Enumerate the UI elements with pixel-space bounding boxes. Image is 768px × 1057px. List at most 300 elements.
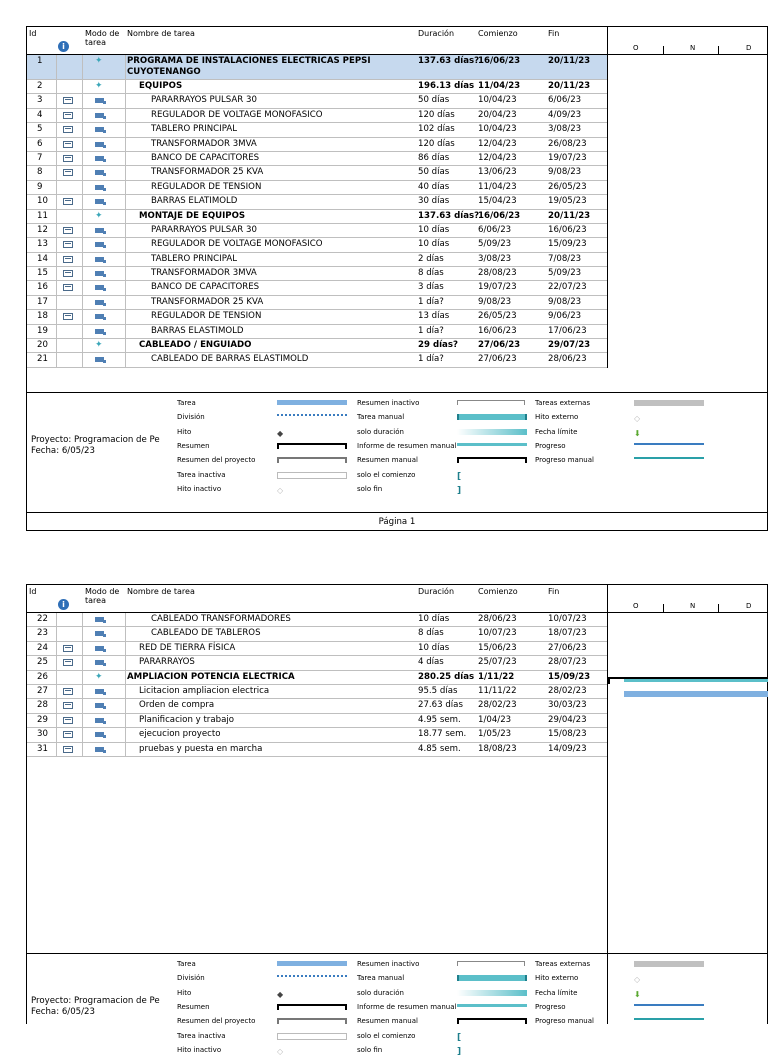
indicator-cell: [58, 627, 83, 640]
manual-task-icon: [95, 285, 104, 290]
task-duration: 8 días: [418, 628, 444, 639]
manual-task-icon: [95, 257, 104, 262]
task-duration: 1 día?: [418, 354, 444, 365]
task-finish: 14/09/23: [548, 743, 587, 754]
mode-cell: [83, 642, 126, 655]
legend-label: solo el comienzo: [357, 470, 416, 479]
manual-task-icon: [95, 689, 104, 694]
table-row[interactable]: [27, 714, 607, 728]
task-start: 26/05/23: [478, 311, 517, 322]
month-divider: [718, 46, 719, 54]
indicator-cell: [58, 613, 83, 626]
task-start: 11/11/22: [478, 685, 517, 696]
legend-label: solo fin: [357, 484, 383, 493]
task-finish: 7/08/23: [548, 253, 582, 264]
task-finish: 19/05/23: [548, 196, 587, 207]
task-finish: 26/08/23: [548, 138, 587, 149]
task-name: PARARRAYOS: [139, 657, 195, 668]
legend-label: solo fin: [357, 1045, 383, 1054]
task-finish: 28/06/23: [548, 354, 587, 365]
task-name: CABLEADO TRANSFORMADORES: [151, 614, 291, 624]
manual-task-icon: [95, 156, 104, 161]
task-name: BANCO DE CAPACITORES: [151, 152, 260, 163]
print-page-1: [26, 26, 768, 531]
legend-symbol: ◇: [634, 975, 641, 985]
row-id: 24: [27, 642, 57, 655]
print-page-2: [26, 584, 768, 1057]
task-name: CABLEADO DE TABLEROS: [151, 628, 261, 639]
task-name: MONTAJE DE EQUIPOS: [139, 210, 246, 221]
manual-task-icon: [95, 357, 104, 362]
mode-cell: [83, 699, 126, 712]
project-name: Proyecto: Programacion de Pe: [31, 996, 160, 1006]
task-duration: 120 días: [418, 109, 455, 120]
table-row[interactable]: [27, 743, 607, 757]
month-label: D: [746, 44, 752, 52]
task-start: 1/04/23: [478, 714, 512, 725]
task-finish: 22/07/23: [548, 282, 587, 293]
legend-symbol: [634, 1004, 704, 1006]
legend-symbol: [634, 443, 704, 445]
table-row[interactable]: [27, 296, 607, 310]
pin-icon: ✦: [95, 210, 103, 221]
task-name: RED DE TIERRA FÍSICA: [139, 642, 236, 653]
project-date: Fecha: 6/05/23: [31, 1007, 95, 1017]
manual-task-icon: [95, 142, 104, 147]
task-start: 12/04/23: [478, 138, 517, 149]
task-finish: 9/08/23: [548, 296, 582, 307]
task-start: 12/04/23: [478, 152, 517, 163]
task-start: 28/02/23: [478, 700, 517, 711]
mode-cell: [83, 353, 126, 366]
task-start: 20/04/23: [478, 109, 517, 120]
task-rows: [27, 55, 607, 368]
indicator-cell: [58, 253, 83, 266]
legend-label: Tareas externas: [535, 399, 591, 407]
calendar-icon: [63, 227, 73, 234]
task-start: 16/06/23: [478, 325, 517, 336]
header-duration: Duración: [418, 29, 455, 38]
task-duration: 86 días: [418, 152, 450, 163]
legend-label: Informe de resumen manual: [357, 1002, 457, 1011]
manual-task-icon: [95, 271, 104, 276]
task-finish: 3/08/23: [548, 124, 582, 135]
pin-icon: ✦: [95, 56, 103, 66]
legend-symbol: [457, 429, 527, 435]
indicator-cell: [58, 195, 83, 208]
task-name: Orden de compra: [139, 700, 215, 711]
table-row[interactable]: [27, 267, 607, 281]
legend-label: Hito externo: [535, 413, 579, 422]
table-row[interactable]: [27, 80, 607, 94]
calendar-icon: [63, 746, 73, 753]
task-name: REGULADOR DE VOLTAGE MONOFASICO: [151, 239, 323, 250]
manual-task-icon: [95, 718, 104, 723]
table-row[interactable]: [27, 685, 607, 699]
legend-label: Resumen inactivo: [357, 960, 420, 968]
task-name: PARARRAYOS PULSAR 30: [151, 95, 257, 106]
legend-symbol: [634, 457, 704, 459]
indicator-cell: [58, 671, 83, 684]
mode-cell: [83, 195, 126, 208]
page-footer: Página 1: [27, 512, 767, 531]
task-name: REGULADOR DE TENSION: [151, 311, 262, 322]
indicator-cell: [58, 642, 83, 655]
legend-label: Informe de resumen manual: [357, 441, 457, 450]
task-name: CABLEADO / ENGUIADO: [139, 340, 252, 351]
table-row[interactable]: [27, 123, 607, 137]
task-duration: 29 días?: [418, 340, 458, 351]
legend-symbol: [634, 400, 704, 406]
mode-cell: [83, 94, 126, 107]
task-start: 1/05/23: [478, 729, 512, 740]
header-finish: Fin: [548, 29, 560, 38]
table-row[interactable]: [27, 195, 607, 209]
task-start: 15/06/23: [478, 642, 517, 653]
task-duration: 3 días: [418, 282, 444, 293]
row-id: 10: [27, 195, 57, 208]
table-row[interactable]: [27, 656, 607, 670]
task-start: 3/08/23: [478, 253, 512, 264]
task-finish: 26/05/23: [548, 181, 587, 192]
legend-label: solo duración: [357, 427, 404, 436]
task-start: 11/04/23: [478, 81, 521, 91]
row-id: 28: [27, 699, 57, 712]
legend-label: Resumen: [177, 441, 210, 450]
legend-symbol: [277, 472, 347, 479]
pin-icon: ✦: [95, 340, 103, 351]
manual-task-icon: [95, 199, 104, 204]
month-divider: [663, 46, 664, 54]
row-id: 3: [27, 94, 57, 107]
task-name: REGULADOR DE VOLTAGE MONOFASICO: [151, 109, 323, 120]
task-name: BANCO DE CAPACITORES: [151, 282, 260, 293]
legend-symbol: [457, 443, 527, 446]
task-duration: 2 días: [418, 253, 444, 264]
task-start: 19/07/23: [478, 282, 517, 293]
task-start: 5/09/23: [478, 239, 512, 250]
header-name: Nombre de tarea: [127, 587, 195, 596]
legend-label: Resumen manual: [357, 1017, 418, 1026]
legend-symbol: [634, 1018, 704, 1020]
legend-symbol: ]: [457, 485, 462, 496]
task-duration: 95.5 días: [418, 685, 458, 696]
indicator-cell: [58, 656, 83, 669]
table-row[interactable]: [27, 281, 607, 295]
table-row[interactable]: [27, 210, 607, 224]
legend-label: Resumen inactivo: [357, 399, 420, 407]
legend-label: Fecha límite: [535, 427, 578, 436]
task-name: TRANSFORMADOR 3MVA: [151, 268, 257, 279]
row-id: 12: [27, 224, 57, 237]
row-id: 19: [27, 325, 57, 338]
table-row[interactable]: [27, 166, 607, 180]
task-duration: 137.63 días?: [418, 56, 480, 66]
legend-symbol: [457, 1018, 527, 1024]
task-finish: 16/06/23: [548, 224, 587, 235]
row-id: 26: [27, 671, 57, 684]
task-finish: 28/07/23: [548, 657, 587, 668]
mode-cell: [83, 296, 126, 309]
indicator-cell: [58, 55, 83, 79]
task-duration: 50 días: [418, 95, 450, 106]
legend-symbol: [457, 975, 527, 981]
table-row[interactable]: [27, 613, 607, 627]
legend-label: Resumen del proyecto: [177, 1017, 256, 1026]
task-finish: 20/11/23: [548, 81, 591, 91]
legend-symbol: [277, 457, 347, 463]
task-start: 10/04/23: [478, 124, 517, 135]
task-name: BARRAS ELATIMOLD: [151, 196, 238, 207]
legend-label: Progreso manual: [535, 1017, 594, 1026]
task-name: Licitacion ampliacion electrica: [139, 685, 270, 696]
row-id: 7: [27, 152, 57, 165]
task-name: Planificacion y trabajo: [139, 714, 234, 725]
mode-cell: [83, 109, 126, 122]
legend-label: Tarea manual: [357, 413, 405, 422]
task-finish: 9/06/23: [548, 311, 582, 322]
pin-icon: ✦: [95, 671, 103, 682]
header-mode: Modo de tarea: [85, 29, 120, 47]
row-id: 25: [27, 656, 57, 669]
table-row[interactable]: [27, 138, 607, 152]
timescale-header: [608, 27, 767, 55]
task-duration: 280.25 días: [418, 671, 475, 682]
legend-label: solo duración: [357, 988, 404, 997]
legend-symbol: [457, 414, 527, 420]
table-row[interactable]: [27, 728, 607, 742]
legend-symbol: ◇: [277, 485, 284, 495]
task-name: pruebas y puesta en marcha: [139, 743, 263, 754]
mode-cell: [83, 627, 126, 640]
legend-label: Resumen manual: [357, 456, 418, 465]
project-info: [31, 996, 160, 1018]
row-id: 17: [27, 296, 57, 309]
task-finish: 15/08/23: [548, 729, 587, 740]
legend-label: Hito inactivo: [177, 1045, 222, 1054]
mode-cell: [83, 671, 126, 684]
task-finish: 9/08/23: [548, 167, 582, 178]
legend-symbol: ◇: [634, 414, 641, 424]
task-finish: 30/03/23: [548, 700, 587, 711]
mode-cell: [83, 238, 126, 251]
calendar-icon: [63, 270, 73, 277]
table-row[interactable]: [27, 353, 607, 367]
indicator-cell: [58, 109, 83, 122]
table-row[interactable]: [27, 152, 607, 166]
table-row[interactable]: [27, 181, 607, 195]
manual-task-icon: [95, 660, 104, 665]
row-id: 4: [27, 109, 57, 122]
task-duration: 10 días: [418, 642, 450, 653]
header-start: Comienzo: [478, 29, 518, 38]
row-id: 16: [27, 281, 57, 294]
legend-symbol: [277, 443, 347, 449]
task-duration: 137.63 días?: [418, 210, 480, 221]
task-duration: 102 días: [418, 124, 455, 135]
legend-label: Tarea inactiva: [177, 1031, 226, 1040]
manual-task-icon: [95, 646, 104, 651]
indicator-cell: [58, 281, 83, 294]
legend-symbol: [457, 457, 527, 463]
header-finish: Fin: [548, 587, 560, 596]
task-finish: 15/09/23: [548, 671, 591, 682]
table-row[interactable]: [27, 253, 607, 267]
task-bar: [624, 691, 768, 697]
manual-task-icon: [95, 732, 104, 737]
legend-symbol: [457, 1004, 527, 1007]
legend-symbol: [277, 1018, 347, 1024]
table-row[interactable]: [27, 109, 607, 123]
info-icon: i: [58, 41, 69, 52]
legend-symbol: ◆: [277, 989, 284, 999]
table-row[interactable]: [27, 325, 607, 339]
row-id: 27: [27, 685, 57, 698]
task-table: [27, 27, 608, 368]
table-row[interactable]: [27, 55, 607, 80]
table-row[interactable]: [27, 238, 607, 252]
legend-symbol: ]: [457, 1046, 462, 1057]
manual-task-icon: [95, 127, 104, 132]
mode-cell: [83, 181, 126, 194]
task-name: ejecucion proyecto: [139, 729, 221, 740]
row-id: 18: [27, 310, 57, 323]
table-row[interactable]: [27, 671, 607, 685]
calendar-icon: [63, 141, 73, 148]
indicator-cell: [58, 181, 83, 194]
row-id: 30: [27, 728, 57, 741]
legend-label: Hito: [177, 427, 192, 436]
task-name: TABLERO PRINCIPAL: [151, 253, 237, 264]
task-finish: 4/09/23: [548, 109, 582, 120]
table-row[interactable]: [27, 642, 607, 656]
project-name: Proyecto: Programacion de Pe: [31, 435, 160, 445]
table-header: [27, 585, 607, 613]
manual-task-icon: [95, 329, 104, 334]
legend-box: [27, 392, 767, 513]
task-start: 9/08/23: [478, 296, 512, 307]
row-id: 23: [27, 627, 57, 640]
table-row[interactable]: [27, 94, 607, 108]
task-start: 16/06/23: [478, 56, 521, 66]
legend-label: Progreso: [535, 441, 566, 450]
task-start: 1/11/22: [478, 671, 515, 682]
mode-cell: [83, 210, 126, 223]
indicator-cell: [58, 94, 83, 107]
legend-symbol: [: [457, 471, 462, 482]
indicator-cell: [58, 267, 83, 280]
calendar-icon: [63, 155, 73, 162]
table-row[interactable]: [27, 627, 607, 641]
indicator-cell: [58, 325, 83, 338]
calendar-icon: [63, 112, 73, 119]
task-finish: 6/06/23: [548, 95, 582, 106]
row-id: 11: [27, 210, 57, 223]
month-divider: [718, 604, 719, 612]
calendar-icon: [63, 313, 73, 320]
table-row[interactable]: [27, 699, 607, 713]
task-duration: 27.63 días: [418, 700, 463, 711]
row-id: 31: [27, 743, 57, 756]
table-row[interactable]: [27, 310, 607, 324]
task-duration: 4.95 sem.: [418, 714, 461, 725]
info-icon: i: [58, 599, 69, 610]
indicator-cell: [58, 224, 83, 237]
calendar-icon: [63, 659, 73, 666]
task-start: 6/06/23: [478, 224, 512, 235]
calendar-icon: [63, 256, 73, 263]
task-duration: 8 días: [418, 268, 444, 279]
row-id: 9: [27, 181, 57, 194]
row-id: 8: [27, 166, 57, 179]
task-start: 10/07/23: [478, 628, 517, 639]
legend-label: Tarea: [177, 399, 196, 407]
task-finish: 15/09/23: [548, 239, 587, 250]
task-start: 16/06/23: [478, 210, 521, 221]
task-name: TRANSFORMADOR 25 KVA: [151, 296, 264, 307]
manual-task-icon: [95, 242, 104, 247]
mode-cell: [83, 281, 126, 294]
task-finish: 29/07/23: [548, 340, 591, 351]
month-label: O: [633, 602, 639, 610]
mode-cell: [83, 714, 126, 727]
task-duration: 18.77 sem.: [418, 729, 467, 740]
header-id: Id: [29, 29, 37, 38]
calendar-icon: [63, 688, 73, 695]
legend-symbol: ⬇: [634, 428, 641, 438]
task-duration: 120 días: [418, 138, 455, 149]
task-finish: 20/11/23: [548, 56, 591, 66]
task-start: 25/07/23: [478, 657, 517, 668]
table-row[interactable]: [27, 224, 607, 238]
mode-cell: [83, 728, 126, 741]
mode-cell: [83, 339, 126, 352]
legend-label: Tarea: [177, 960, 196, 968]
row-id: 2: [27, 80, 57, 93]
calendar-icon: [63, 241, 73, 248]
manual-task-icon: [95, 631, 104, 636]
task-start: 28/06/23: [478, 614, 517, 624]
task-duration: 1 día?: [418, 296, 444, 307]
task-duration: 1 día?: [418, 325, 444, 336]
legend-label: División: [177, 974, 205, 983]
task-start: 27/06/23: [478, 354, 517, 365]
pin-icon: ✦: [95, 81, 103, 91]
task-finish: 20/11/23: [548, 210, 591, 221]
task-duration: 30 días: [418, 196, 450, 207]
mode-cell: [83, 685, 126, 698]
manual-task-icon: [95, 228, 104, 233]
legend-symbol: [634, 961, 704, 967]
legend-label: Tarea manual: [357, 974, 405, 983]
task-name: TRANSFORMADOR 25 KVA: [151, 167, 264, 178]
task-finish: 18/07/23: [548, 628, 587, 639]
indicator-cell: [58, 296, 83, 309]
task-name: BARRAS ELASTIMOLD: [151, 325, 244, 336]
manual-task-icon: [95, 314, 104, 319]
header-name: Nombre de tarea: [127, 29, 195, 38]
calendar-icon: [63, 97, 73, 104]
legend-symbol: [277, 400, 347, 405]
task-start: 18/08/23: [478, 743, 517, 754]
legend-symbol: ⬇: [634, 989, 641, 999]
legend-label: Resumen: [177, 1002, 210, 1011]
task-rows: [27, 613, 607, 757]
table-row[interactable]: [27, 339, 607, 353]
task-finish: 5/09/23: [548, 268, 582, 279]
manual-task-icon: [95, 703, 104, 708]
month-label: N: [690, 602, 696, 610]
